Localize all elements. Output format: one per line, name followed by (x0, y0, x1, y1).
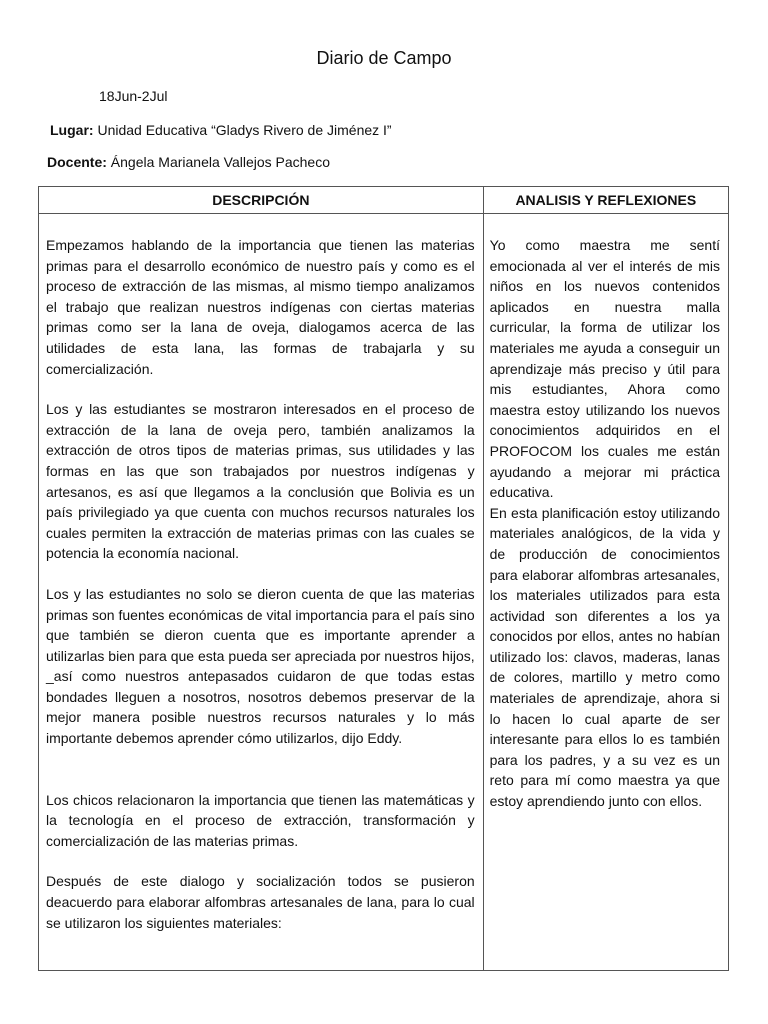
docente-value: Ángela Marianela Vallejos Pacheco (106, 154, 331, 170)
descripcion-paragraph: Empezamos hablando de la importancia que tienen las materias primas para el desarrollo económico de nuestro país y como es el proceso de extracción de las mismas, al mismo tiempo analizamos el trabajo que realizan nuestros indígenas con ciertas materias primas como ser la lana de oveja, dialogamos acerca de las utilidades de esta lana, las formas de trabajarla y su comercialización. (46, 237, 475, 377)
analisis-cell (483, 214, 728, 971)
header-analisis: ANALISIS Y REFLEXIONES (483, 187, 728, 214)
descripcion-cell (39, 214, 484, 971)
analisis-paragraph: En esta planificación estoy utilizando materiales analógicos, de la vida y de producción de conocimientos para elaborar alfombras artesanales, los materiales utilizados para esta actividad son diferentes a los ya conocidos por ellos, antes no habían utilizado los: clavos, maderas, lanas de colores, martillo y metro como materiales de aprendizaje, ahora si lo hacen lo cual aparte de ser interesante para ellos lo es también para los padres, y a su vez es un reto para mí como maestra ya que estoy aprendiendo junto con ellos. (489, 504, 720, 810)
lugar-line (50, 122, 392, 138)
descripcion-paragraph: Después de este dialogo y socialización todos se pusieron deacuerdo para elaborar alfombras artesanales de lana, para lo cual se utilizaron los siguientes materiales: (46, 873, 475, 931)
docente-label: Docente: (47, 154, 107, 170)
document-date: 18Jun-2Jul (99, 88, 168, 104)
docente-line (47, 154, 330, 170)
table-row (39, 214, 729, 971)
descripcion-paragraph: Los chicos relacionaron la importancia que tienen las matemáticas y la tecnología en el proceso de extracción, transformación y comercialización de las materias primas. (46, 791, 475, 849)
table-header-row (39, 187, 729, 214)
document-title: Diario de Campo (316, 48, 452, 68)
lugar-label: Lugar: (50, 122, 94, 138)
header-descripcion: DESCRIPCIÓN (39, 187, 484, 214)
descripcion-paragraph: Los y las estudiantes se mostraron interesados en el proceso de extracción de la lana de oveja pero, también analizamos la extracción de otros tipos de materias primas, sus utilidades y las formas en las que son trabajados por nuestros indígenas y artesanos, es así que llegamos a la conclusión que Bolivia es un país privilegiado ya que cuenta con muchos recursos naturales los cuales permiten la extracción de materias primas con las cuales se potencia la economía nacional. (46, 401, 475, 562)
diario-table (38, 186, 729, 971)
lugar-value: Unidad Educativa “Gladys Rivero de Jiménez I” (93, 122, 392, 138)
descripcion-paragraph: Los y las estudiantes no solo se dieron cuenta de que las materias primas son fuentes económicas de vital importancia para el país sino que también se dieron cuenta que es importante aprender a utilizarlas bien para que esta pueda ser apreciada por nuestros hijos, _así como nuestros antepasados cuidaron de que todas estas bondades lleguen a nosotros, nosotros debemos preservar de la mejor manera posible nuestros recursos naturales y lo más importante debemos aprender cómo utilizarlos, dijo Eddy. (46, 585, 475, 747)
analisis-paragraph: Yo como maestra me sentí emocionada al ver el interés de mis niños en los nuevos contenidos aplicados en nuestra malla curricular, la forma de utilizar los materiales me ayuda a conseguir un aprendizaje más preciso y útil para mis estudiantes, Ahora como maestra estoy utilizando los nuevos conocimientos adquiridos en el PROFOCOM los cuales me están ayudando a mejorar mi práctica educativa. (489, 237, 720, 501)
